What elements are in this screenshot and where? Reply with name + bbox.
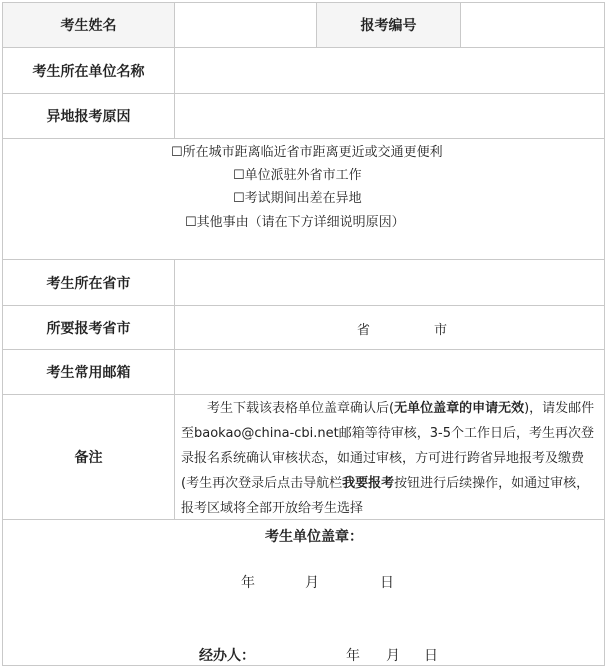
- reason-option-label: 考试期间出差在异地: [244, 191, 362, 206]
- seal-title: 考生单位盖章：: [265, 529, 363, 545]
- handler-month: 月: [386, 648, 400, 664]
- target-label: 所要报考省市: [2, 305, 175, 350]
- reason-option-label: 其他事由（请在下方详细说明原因）: [196, 215, 405, 230]
- city-word: 市: [434, 323, 448, 338]
- reason-option-2[interactable]: [233, 164, 362, 188]
- email-label: 考生常用邮箱: [2, 349, 175, 395]
- seal-day: 日: [380, 575, 394, 591]
- exam-number-field[interactable]: [460, 2, 605, 48]
- reason-option-label: 所在城市距离临近省市距离更近或交通更便利: [182, 145, 443, 160]
- seal-box: [2, 519, 605, 666]
- checkbox-icon[interactable]: ☐: [185, 215, 197, 230]
- reason-option-label: 单位派驻外省市工作: [244, 168, 362, 183]
- seal-year: 年: [241, 575, 255, 591]
- province-field[interactable]: [174, 259, 605, 306]
- unit-name-field[interactable]: [174, 47, 605, 94]
- province-word: 省: [357, 323, 371, 338]
- name-field[interactable]: [174, 2, 317, 48]
- reason-option-1[interactable]: [171, 141, 443, 165]
- email-field[interactable]: [174, 349, 605, 395]
- remark-label: 备注: [2, 394, 175, 520]
- handler-day: 日: [424, 648, 438, 664]
- reason-field[interactable]: [174, 93, 605, 139]
- checkbox-icon[interactable]: ☐: [171, 145, 183, 160]
- exam-number-label: 报考编号: [316, 2, 461, 48]
- reason-options: [2, 138, 605, 260]
- name-label: 考生姓名: [2, 2, 175, 48]
- remark-text: 考生下载该表格单位盖章确认后(无单位盖章的申请无效)，请发邮件至baokao@china-cbi.net邮箱等待审核，3-5个工作日后，考生再次登录报名系统确认审核状态，如通过审核，方可进行跨省异地报考及缴费(考生再次登录后点击导航栏我要报考按钮进行后续操作，如通过审核，报考区域将全部开放给考生选择: [174, 394, 605, 520]
- target-field[interactable]: [174, 305, 605, 350]
- reason-label: 异地报考原因: [2, 93, 175, 139]
- reason-option-4[interactable]: [185, 211, 405, 235]
- handler-label: 经办人：: [199, 648, 255, 664]
- seal-month: 月: [305, 575, 319, 591]
- checkbox-icon[interactable]: ☐: [233, 191, 245, 206]
- handler-year: 年: [346, 648, 360, 664]
- checkbox-icon[interactable]: ☐: [233, 168, 245, 183]
- reason-option-3[interactable]: [233, 187, 362, 211]
- province-label: 考生所在省市: [2, 259, 175, 306]
- unit-name-label: 考生所在单位名称: [2, 47, 175, 94]
